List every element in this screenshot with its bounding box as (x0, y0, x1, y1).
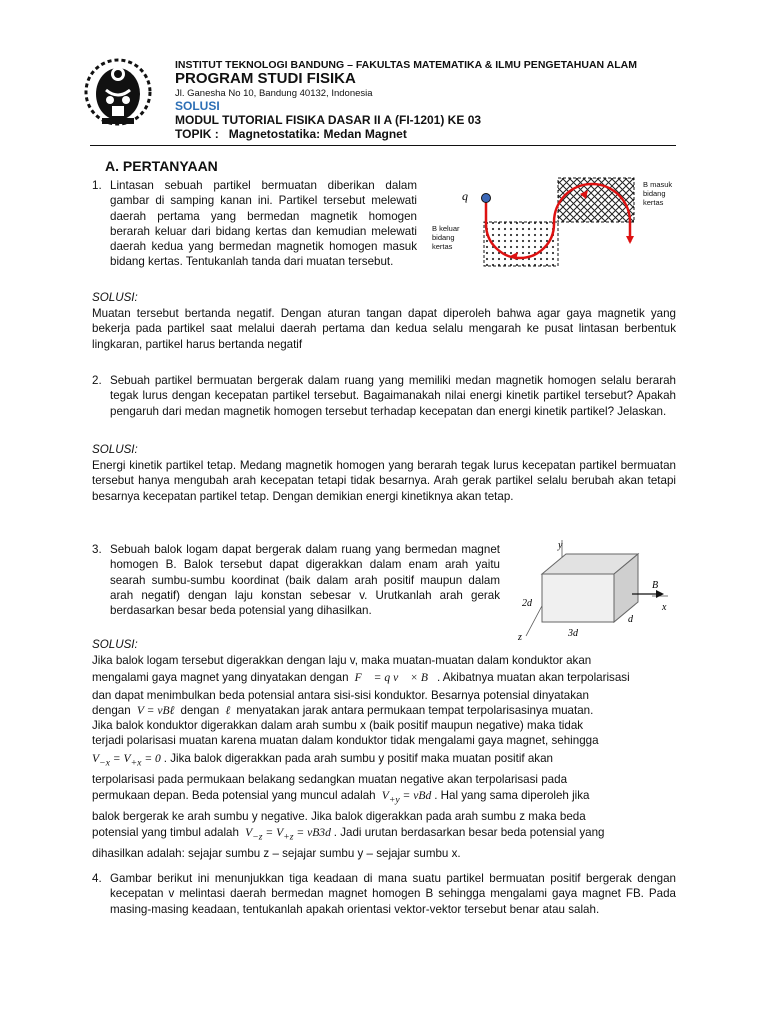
question-3-text: Sebuah balok logam dapat bergerak dalam ruang yang bermedan magnet homogen B. Balok tersebut dapat digerakkan dalam enam arah yaitu searah sumbu-sumbu koordinat (baik dalam arah positif maupun dalam arah negatif) dengan laju konstan sebesar v. Urutkanlah arah gerak berdasarkan besar beda potensial yang dihasilkan. (110, 543, 500, 618)
question-2-solution: Energi kinetik partikel tetap. Medang magnetik homogen yang berarah tegak lurus kecepatan partikel bermuatan tersebut hanya mengubah arah kecepatan tetapi tidak besarnya. Arah gerak partikel selalu berubah akan tetapi besarnya kecepatan partikel tetap. Dengan demikian energi kinetiknya akan tetap. (92, 459, 676, 503)
block-front (542, 574, 614, 622)
question-3-figure (512, 538, 676, 642)
charge-label: q (462, 189, 468, 203)
section-title: A. PERTANYAAN (105, 158, 218, 174)
question-3-solusi-label: SOLUSI: (92, 638, 138, 651)
topic-line (175, 127, 407, 141)
label-b-in: B masuk bidang kertas (643, 180, 673, 207)
svg-text:3d: 3d (568, 628, 578, 639)
question-1-solution: Muatan tersebut bertanda negatif. Dengan aturan tangan dapat diperoleh bahwa agar gaya magnetik yang bekerja pada partikel saat melalui daerah pertama dan kedua selalu mengarah ke pusat lintasan berbentuk lingkaran, partikel harus bertanda negatif (92, 307, 676, 351)
address: Jl. Ganesha No 10, Bandung 40132, Indonesia (175, 88, 373, 99)
ganesha-logo-icon (82, 56, 154, 128)
question-2-solusi-label: SOLUSI: (92, 443, 138, 456)
question-3-solution: Jika balok logam tersebut digerakkan dengan laju v, maka muatan-muatan dalam konduktor akan mengalami gaya magnet yang dinyatakan dengan F⃗ = q v⃗ × B⃗. Akibatnya muatan akan terpolarisasi dan dapat menimbulkan beda potensial antara sisi-sisi konduktor. Besarnya potensial dinyatakan dengan V = vBℓ dengan ℓ menyatakan jarak antara permukaan tempat terpolarisasinya muatan. Jika balok konduktor digerakkan dalam arah sumbu x (baik positif maupun negative) maka tidak terjadi polarisasi muatan karena muatan dalam konduktor tidak mengalami gaya magnet, sehingga $V_{-x} = V_{+x} = 0$ . Jika balok digerakkan pada arah sumbu y positif maka muatan positif akan terpolarisasi pada permukaan belakang sedangkan muatan negative akan terpolarisasi pada permukaan depan. Beda potensial yang muncul adalah $V_{+y}$ = vBd . Hal yang sama diperoleh jika balok bergerak ke arah sumbu y negative. Jika balok digerakkan pada arah sumbu z maka beda potensial yang timbul adalah $V_{-z} = V_{+z} = vB3d$ . Jadi urutan berdasarkan besar beda potensial yang dihasilkan adalah: sejajar sumbu z – sejajar sumbu y – sejajar sumbu x. (92, 654, 630, 861)
svg-text:z: z (518, 632, 522, 642)
program-title: PROGRAM STUDI FISIKA (175, 70, 356, 87)
module-title: MODUL TUTORIAL FISIKA DASAR II A (FI-1201) KE 03 (175, 113, 482, 127)
charge-dot (482, 194, 491, 203)
question-2-number: 2. (92, 374, 102, 387)
field-label: B (652, 580, 659, 591)
header-divider (90, 145, 676, 146)
question-4-text: Gambar berikut ini menunjukkan tiga keadaan di mana suatu partikel bermuatan positif bergerak dengan kecepatan v melintasi daerah bermedan magnet homogen B sehingga mengalami gaya magnet FB. Pada masing-masing keadaan, tentukanlah apakah orientasi vektor-vektor tersebut benar atau salah. (110, 872, 676, 916)
topic-value: Magnetostatika: Medan Magnet (228, 127, 407, 141)
question-1-solusi-label: SOLUSI: (92, 291, 138, 304)
question-1-number: 1. (92, 179, 102, 192)
question-4-number: 4. (92, 872, 102, 885)
solusi-label: SOLUSI (175, 99, 220, 113)
svg-text:d: d (628, 614, 633, 625)
question-1-figure (430, 172, 678, 272)
question-2-text: Sebuah partikel bermuatan bergerak dalam ruang yang memiliki medan magnetik homogen selalu berarah tegak lurus dengan kecepatan partikel tersebut. Bagaimanakah nilai energi kinetik partikel tersebut? Apakah pengaruh dari medan magnetik homogen tersebut terhadap kecepatan dan energi kinetik partikel? Jelaskan. (110, 374, 676, 418)
question-3-number: 3. (92, 543, 102, 556)
svg-text:x: x (662, 602, 667, 613)
svg-text:2d: 2d (522, 598, 532, 609)
svg-text:y: y (558, 540, 563, 551)
institution-name: INSTITUT TEKNOLOGI BANDUNG – FAKULTAS MATEMATIKA & ILMU PENGETAHUAN ALAM (175, 59, 637, 71)
topic-label: TOPIK : (175, 127, 219, 141)
question-1-text: Lintasan sebuah partikel bermuatan diberikan dalam gambar di samping kanan ini. Partikel tersebut melewati daerah pertama yang bermedan magnetik homogen berarah keluar dari bidang kertas dan kemudian melewati daerah kedua yang bermedan magnetik homogen masuk bidang kertas. Tentukanlah tanda dari muatan tersebut. (110, 179, 417, 269)
label-b-out: B keluar bidang kertas (432, 224, 460, 251)
itb-logo (82, 56, 154, 128)
